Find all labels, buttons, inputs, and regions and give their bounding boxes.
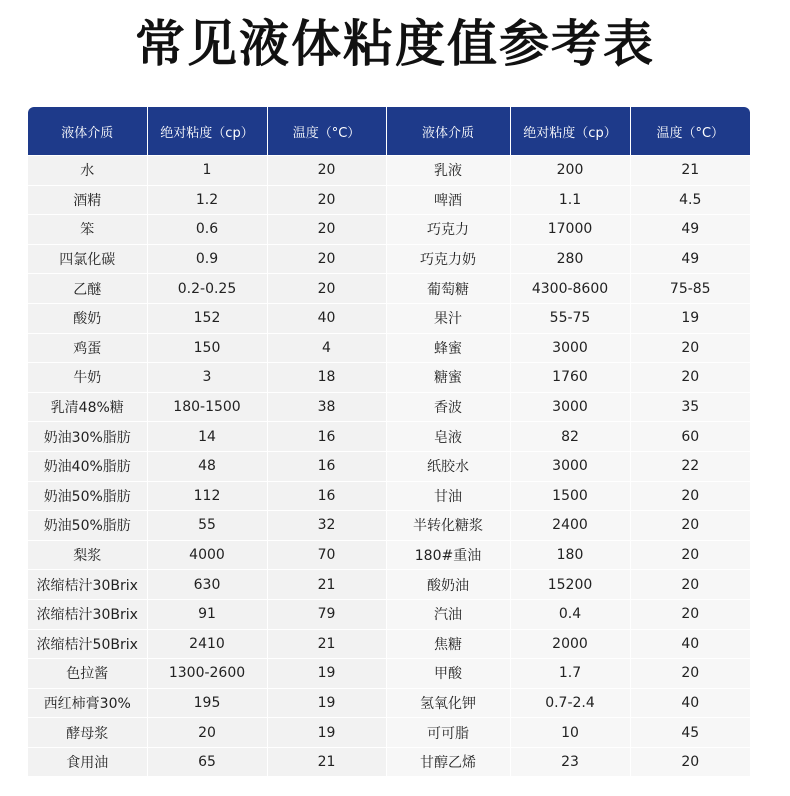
table-body	[28, 156, 750, 777]
table-row	[28, 481, 750, 511]
header-medium-right: 液体介质	[386, 107, 510, 156]
table-row	[28, 570, 750, 600]
cell-medium-right: 巧克力奶	[386, 244, 510, 274]
cell-viscosity-left: 630	[147, 570, 267, 600]
header-temperature-right: 温度（°C）	[630, 107, 750, 156]
cell-temperature-right: 20	[630, 333, 750, 363]
cell-medium-right: 汽油	[386, 599, 510, 629]
cell-viscosity-left: 55	[147, 511, 267, 541]
cell-medium-right: 糖蜜	[386, 363, 510, 393]
cell-medium-right: 皂液	[386, 422, 510, 452]
cell-viscosity-right: 3000	[510, 451, 630, 481]
cell-viscosity-right: 10	[510, 718, 630, 748]
cell-temperature-right: 22	[630, 451, 750, 481]
cell-medium-left: 奶油40%脂肪	[28, 451, 147, 481]
cell-viscosity-left: 1.2	[147, 185, 267, 215]
cell-temperature-left: 19	[267, 688, 386, 718]
cell-medium-right: 酸奶油	[386, 570, 510, 600]
cell-temperature-right: 40	[630, 629, 750, 659]
table-row	[28, 333, 750, 363]
table-row	[28, 688, 750, 718]
table-row	[28, 422, 750, 452]
cell-viscosity-left: 180-1500	[147, 392, 267, 422]
table-row	[28, 185, 750, 215]
cell-viscosity-left: 150	[147, 333, 267, 363]
cell-temperature-left: 70	[267, 540, 386, 570]
header-medium-left: 液体介质	[28, 107, 147, 156]
cell-temperature-right: 20	[630, 570, 750, 600]
cell-medium-left: 酸奶	[28, 303, 147, 333]
cell-viscosity-right: 1500	[510, 481, 630, 511]
cell-viscosity-left: 1	[147, 156, 267, 186]
cell-viscosity-left: 14	[147, 422, 267, 452]
cell-temperature-right: 60	[630, 422, 750, 452]
cell-medium-left: 四氯化碳	[28, 244, 147, 274]
cell-medium-left: 水	[28, 156, 147, 186]
cell-temperature-right: 45	[630, 718, 750, 748]
cell-temperature-left: 20	[267, 244, 386, 274]
cell-viscosity-left: 3	[147, 363, 267, 393]
cell-viscosity-left: 91	[147, 599, 267, 629]
cell-medium-right: 可可脂	[386, 718, 510, 748]
cell-temperature-left: 18	[267, 363, 386, 393]
cell-temperature-right: 4.5	[630, 185, 750, 215]
cell-temperature-left: 16	[267, 481, 386, 511]
cell-viscosity-left: 0.2-0.25	[147, 274, 267, 304]
cell-temperature-left: 21	[267, 570, 386, 600]
cell-viscosity-left: 65	[147, 747, 267, 776]
cell-temperature-left: 21	[267, 747, 386, 776]
cell-viscosity-right: 2400	[510, 511, 630, 541]
table-row	[28, 274, 750, 304]
cell-viscosity-left: 1300-2600	[147, 659, 267, 689]
cell-medium-right: 香波	[386, 392, 510, 422]
cell-medium-left: 鸡蛋	[28, 333, 147, 363]
table-row	[28, 156, 750, 186]
page-title: 常见液体粘度值参考表	[135, 15, 655, 73]
cell-temperature-right: 19	[630, 303, 750, 333]
cell-medium-left: 笨	[28, 215, 147, 245]
cell-viscosity-right: 2000	[510, 629, 630, 659]
cell-medium-left: 乙醚	[28, 274, 147, 304]
cell-viscosity-left: 152	[147, 303, 267, 333]
cell-viscosity-right: 4300-8600	[510, 274, 630, 304]
cell-temperature-left: 38	[267, 392, 386, 422]
header-temperature-left: 温度（°C）	[267, 107, 386, 156]
cell-viscosity-right: 15200	[510, 570, 630, 600]
header-viscosity-right: 绝对粘度（cp）	[510, 107, 630, 156]
cell-medium-left: 奶油30%脂肪	[28, 422, 147, 452]
cell-medium-right: 巧克力	[386, 215, 510, 245]
cell-viscosity-right: 17000	[510, 215, 630, 245]
cell-viscosity-left: 2410	[147, 629, 267, 659]
cell-medium-left: 乳清48%糖	[28, 392, 147, 422]
cell-temperature-right: 40	[630, 688, 750, 718]
cell-temperature-left: 20	[267, 274, 386, 304]
cell-temperature-right: 35	[630, 392, 750, 422]
cell-medium-left: 食用油	[28, 747, 147, 776]
cell-temperature-left: 32	[267, 511, 386, 541]
cell-viscosity-right: 200	[510, 156, 630, 186]
table-header-row	[28, 107, 750, 156]
cell-viscosity-left: 48	[147, 451, 267, 481]
table-row	[28, 363, 750, 393]
cell-temperature-right: 49	[630, 244, 750, 274]
table-row	[28, 451, 750, 481]
cell-viscosity-right: 55-75	[510, 303, 630, 333]
cell-temperature-left: 20	[267, 215, 386, 245]
header-viscosity-left: 绝对粘度（cp）	[147, 107, 267, 156]
cell-medium-left: 奶油50%脂肪	[28, 511, 147, 541]
cell-viscosity-right: 23	[510, 747, 630, 776]
cell-viscosity-left: 4000	[147, 540, 267, 570]
cell-viscosity-right: 1.7	[510, 659, 630, 689]
table-row	[28, 599, 750, 629]
cell-medium-right: 乳液	[386, 156, 510, 186]
cell-temperature-left: 21	[267, 629, 386, 659]
cell-medium-left: 浓缩桔汁30Brix	[28, 570, 147, 600]
cell-medium-left: 酵母浆	[28, 718, 147, 748]
cell-temperature-right: 20	[630, 599, 750, 629]
viscosity-table	[28, 107, 750, 776]
cell-medium-left: 奶油50%脂肪	[28, 481, 147, 511]
cell-medium-right: 啤酒	[386, 185, 510, 215]
cell-medium-right: 氢氧化钾	[386, 688, 510, 718]
cell-medium-right: 葡萄糖	[386, 274, 510, 304]
table-row	[28, 215, 750, 245]
table-row	[28, 511, 750, 541]
cell-medium-right: 蜂蜜	[386, 333, 510, 363]
cell-medium-left: 酒精	[28, 185, 147, 215]
cell-viscosity-left: 112	[147, 481, 267, 511]
cell-temperature-right: 49	[630, 215, 750, 245]
cell-viscosity-right: 82	[510, 422, 630, 452]
cell-viscosity-right: 1760	[510, 363, 630, 393]
table-row	[28, 718, 750, 748]
cell-medium-right: 果汁	[386, 303, 510, 333]
cell-temperature-left: 20	[267, 185, 386, 215]
cell-temperature-right: 21	[630, 156, 750, 186]
cell-temperature-left: 19	[267, 718, 386, 748]
cell-viscosity-left: 0.9	[147, 244, 267, 274]
table-row	[28, 303, 750, 333]
cell-temperature-right: 75-85	[630, 274, 750, 304]
table-row	[28, 392, 750, 422]
cell-temperature-right: 20	[630, 481, 750, 511]
cell-temperature-left: 16	[267, 422, 386, 452]
cell-medium-left: 浓缩桔汁50Brix	[28, 629, 147, 659]
cell-viscosity-left: 195	[147, 688, 267, 718]
table-row	[28, 659, 750, 689]
cell-viscosity-right: 0.7-2.4	[510, 688, 630, 718]
cell-viscosity-right: 3000	[510, 333, 630, 363]
cell-medium-right: 甘油	[386, 481, 510, 511]
cell-medium-left: 浓缩桔汁30Brix	[28, 599, 147, 629]
cell-temperature-right: 20	[630, 540, 750, 570]
cell-medium-right: 纸胶水	[386, 451, 510, 481]
cell-medium-right: 甘醇乙烯	[386, 747, 510, 776]
cell-temperature-left: 20	[267, 156, 386, 186]
cell-medium-left: 色拉酱	[28, 659, 147, 689]
table-row	[28, 244, 750, 274]
cell-viscosity-right: 1.1	[510, 185, 630, 215]
cell-temperature-left: 16	[267, 451, 386, 481]
cell-viscosity-right: 180	[510, 540, 630, 570]
cell-viscosity-right: 280	[510, 244, 630, 274]
cell-temperature-right: 20	[630, 659, 750, 689]
cell-medium-right: 180#重油	[386, 540, 510, 570]
cell-temperature-left: 79	[267, 599, 386, 629]
cell-viscosity-right: 3000	[510, 392, 630, 422]
cell-temperature-right: 20	[630, 511, 750, 541]
table-row	[28, 540, 750, 570]
cell-viscosity-left: 0.6	[147, 215, 267, 245]
cell-medium-right: 焦糖	[386, 629, 510, 659]
cell-medium-left: 西红柿膏30%	[28, 688, 147, 718]
cell-medium-left: 梨浆	[28, 540, 147, 570]
cell-viscosity-left: 20	[147, 718, 267, 748]
cell-medium-left: 牛奶	[28, 363, 147, 393]
cell-temperature-left: 4	[267, 333, 386, 363]
cell-medium-right: 甲酸	[386, 659, 510, 689]
cell-viscosity-right: 0.4	[510, 599, 630, 629]
viscosity-table-container	[28, 107, 750, 776]
cell-medium-right: 半转化糖浆	[386, 511, 510, 541]
cell-temperature-right: 20	[630, 747, 750, 776]
cell-temperature-left: 19	[267, 659, 386, 689]
cell-temperature-right: 20	[630, 363, 750, 393]
cell-temperature-left: 40	[267, 303, 386, 333]
table-row	[28, 747, 750, 776]
table-row	[28, 629, 750, 659]
